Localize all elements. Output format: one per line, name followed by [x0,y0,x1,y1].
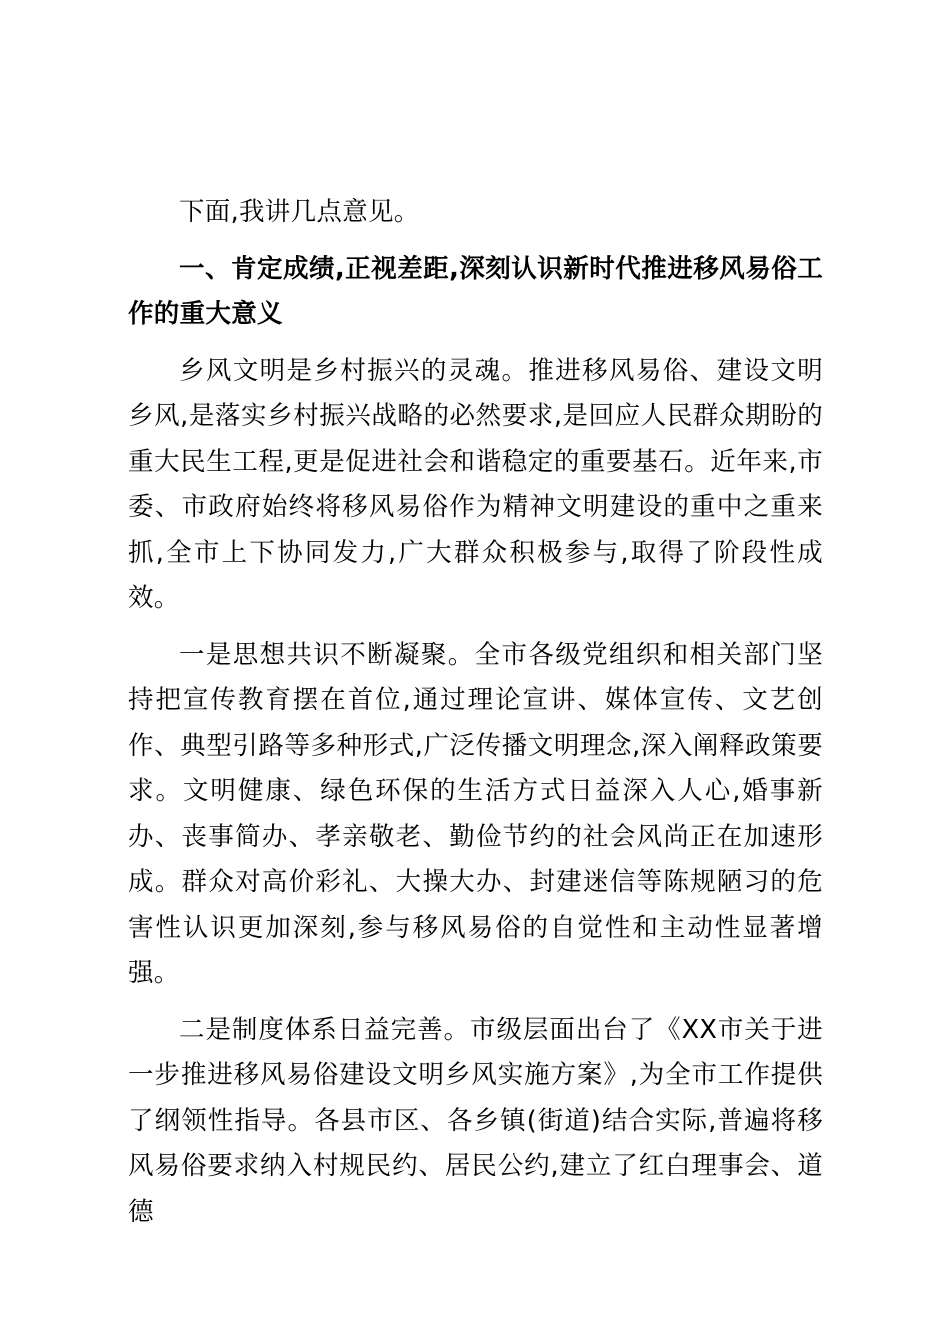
section-heading: 一、肯定成绩,正视差距,深刻认识新时代推进移风易俗工作的重大意义 [128,253,823,329]
intro-paragraph: 下面,我讲几点意见。 [179,197,420,227]
document-body [128,190,823,1246]
body-paragraph-1: 乡风文明是乡村振兴的灵魂。推进移风易俗、建设文明乡风,是落实乡村振兴战略的必然要求,是回应人民群众期盼的重大民生工程,更是促进社会和谐稳定的重要基石。近年来,市委、市政府始终将移风易俗作为精神文明建设的重中之重来抓,全市上下协同发力,广大群众积极参与,取得了阶段性成效。 [128,355,823,613]
body-paragraph-2: 一是思想共识不断凝聚。全市各级党组织和相关部门坚持把宣传教育摆在首位,通过理论宣讲、媒体宣传、文艺创作、典型引路等多种形式,广泛传播文明理念,深入阐释政策要求。文明健康、绿色环保的生活方式日益深入人心,婚事新办、丧事简办、孝亲敬老、勤俭节约的社会风尚正在加速形成。群众对高价彩礼、大操大办、封建迷信等陈规陋习的危害性认识更加深刻,参与移风易俗的自觉性和主动性显著增强。 [128,639,823,988]
body-paragraph-3: 二是制度体系日益完善。市级层面出台了《XX市关于进一步推进移风易俗建设文明乡风实施方案》,为全市工作提供了纲领性指导。各县市区、各乡镇(街道)结合实际,普遍将移风易俗要求纳入村规民约、居民公约,建立了红白理事会、道德 [128,1014,823,1227]
